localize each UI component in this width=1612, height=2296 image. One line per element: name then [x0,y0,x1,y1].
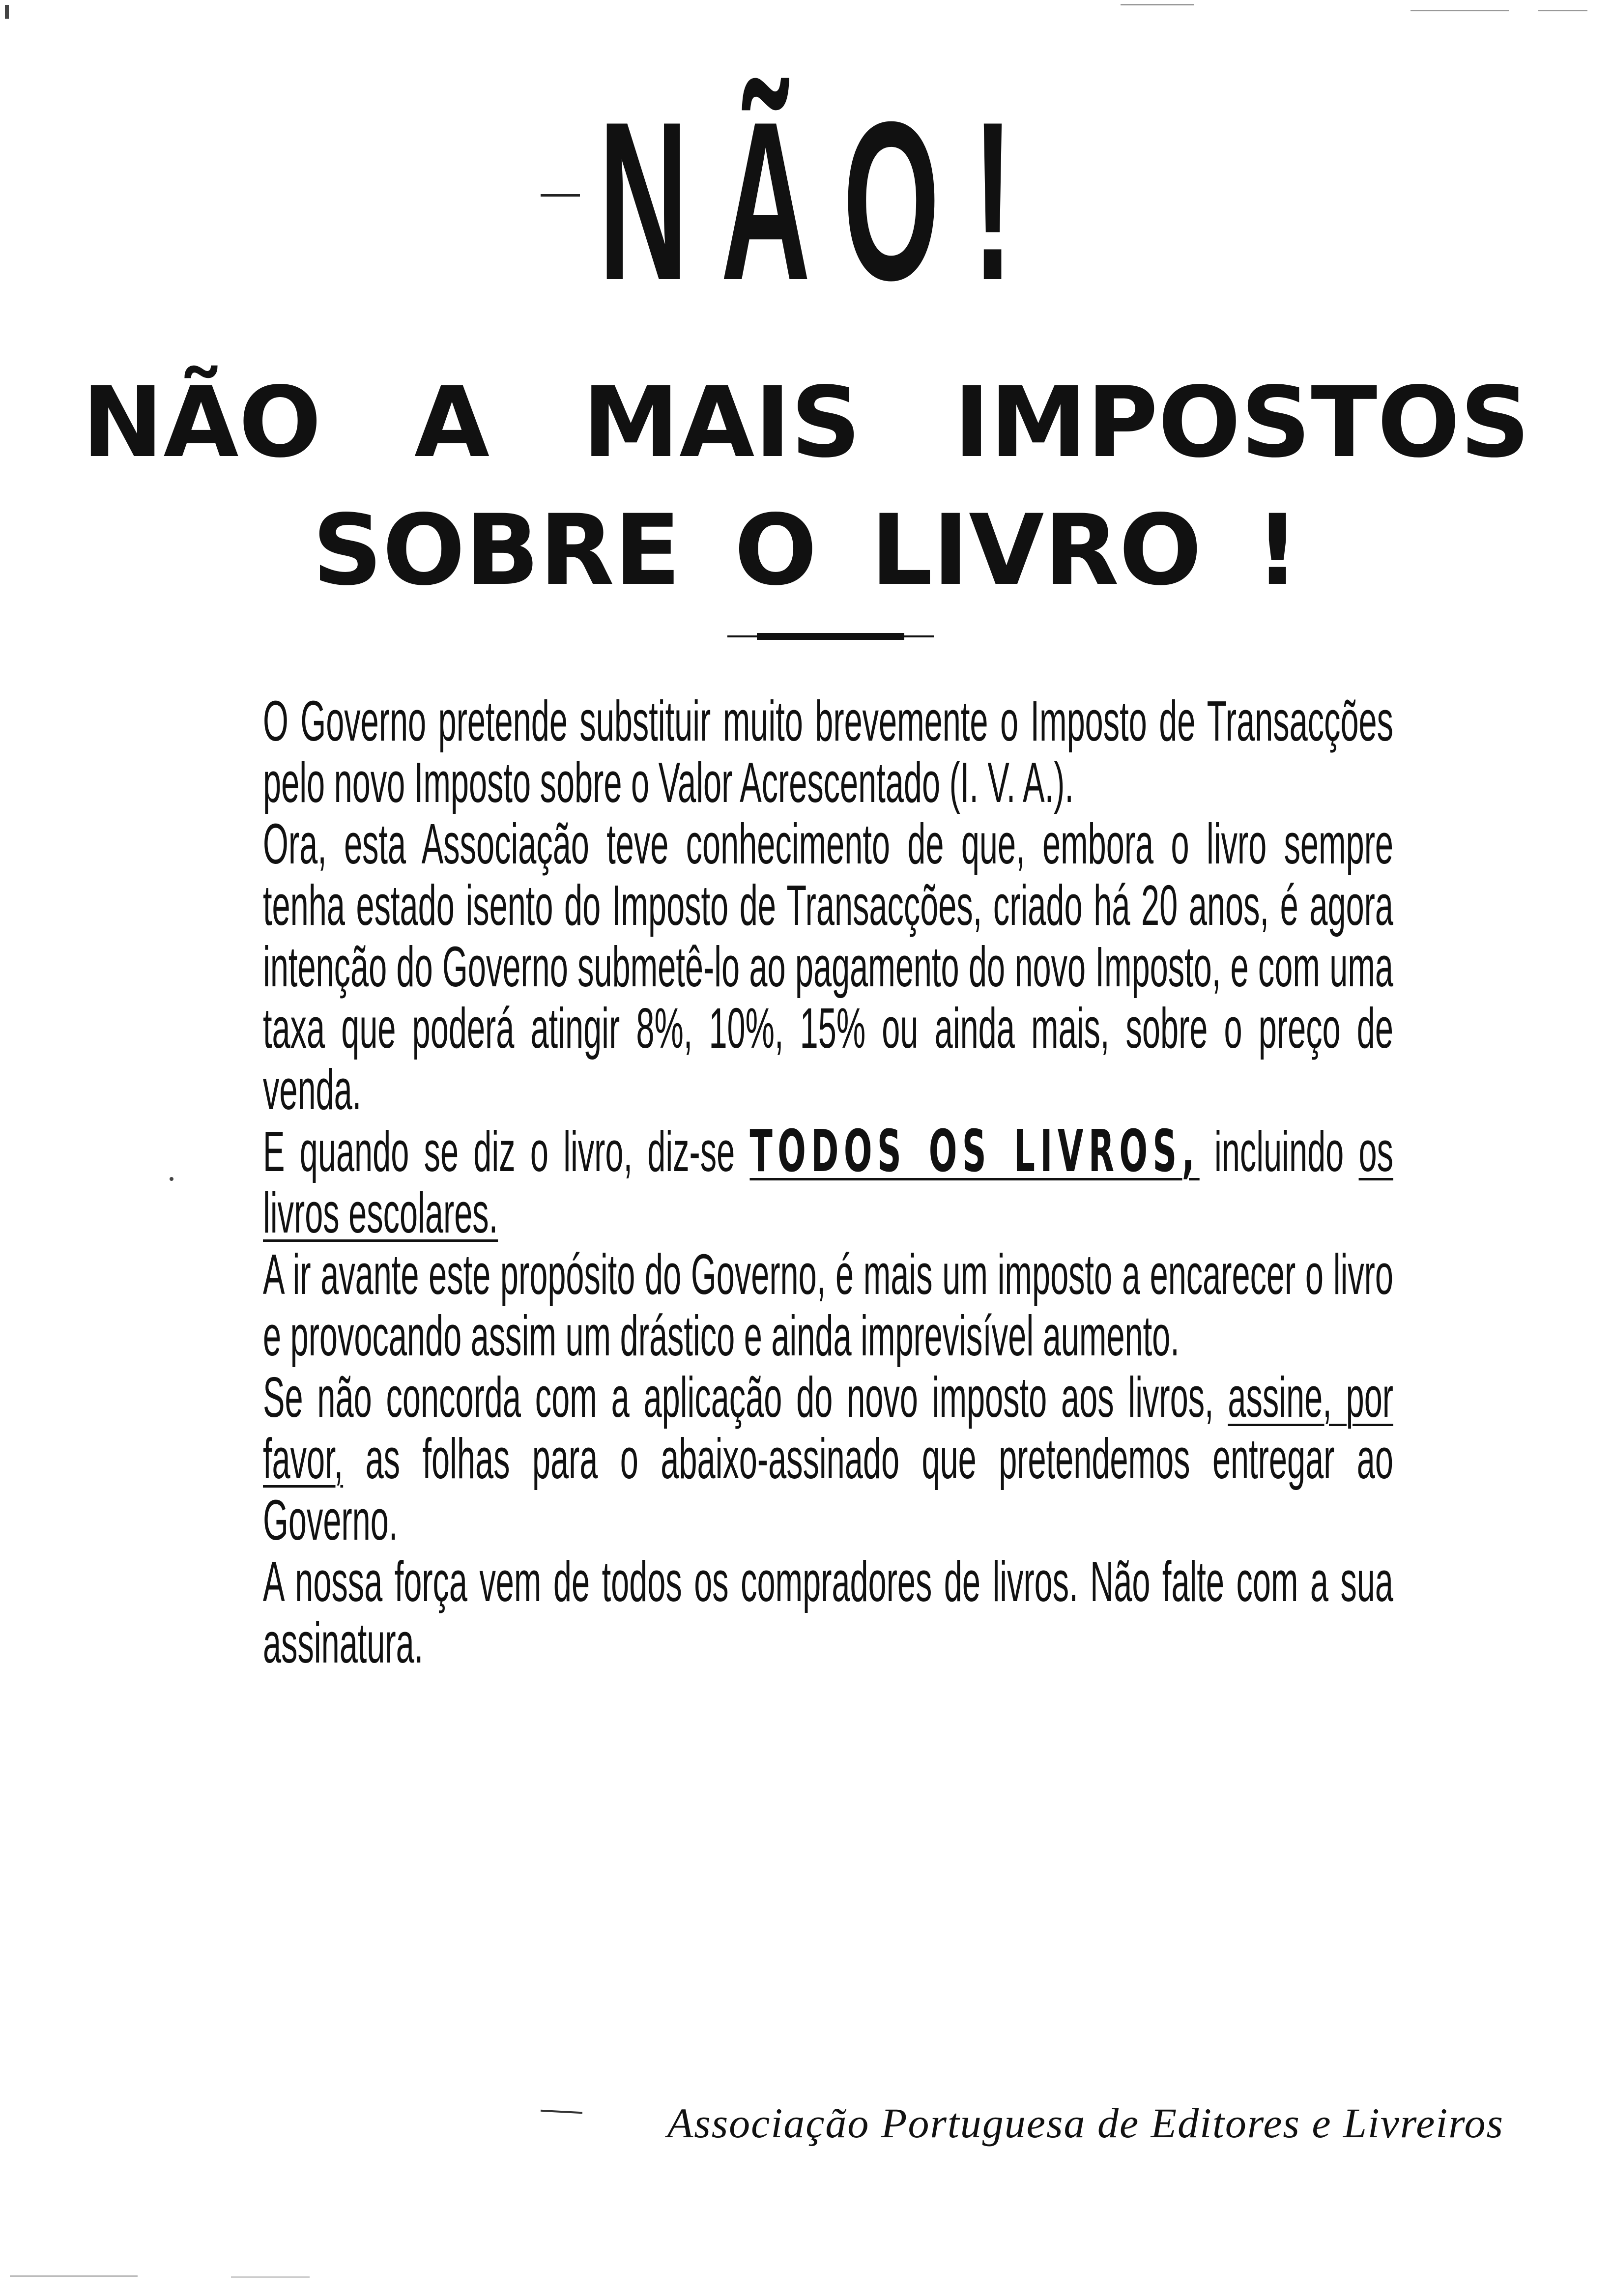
paragraph-3-middle: incluindo [1214,1119,1344,1183]
scan-mark [1538,10,1587,11]
scan-mark [1121,4,1194,5]
subtitle-line-1: NÃO A MAIS IMPOSTOS [82,366,1530,479]
scan-mark [10,2275,138,2277]
paragraph-3 [263,1117,1393,1245]
paragraph-6: A nossa força vem de todos os compradores de livros. Não falte com a sua assinatura. [263,1550,1393,1675]
school-books-underlined: os livros escolares. [263,1119,1393,1245]
scan-mark [170,1177,173,1181]
paragraph-5 [263,1367,1393,1551]
scan-mark [231,2276,310,2278]
signature-dash [541,2110,582,2114]
scan-mark [1410,10,1509,11]
divider-thick-bar [757,633,904,640]
subtitle-line-2: SOBRE O LIVRO ! [312,493,1300,607]
paragraph-3-start: E quando se diz o livro, diz-se [263,1119,735,1183]
paragraph-5-start: Se não concorda com a aplicação do novo imposto aos livros, [263,1365,1214,1429]
headline: NÃO! [598,75,1046,327]
paragraph-1: O Governo pretende substituir muito brevemente o Imposto de Transacções pelo novo Imposto sobre o Valor Acrescentado (I. V. A.). [263,689,1393,814]
divider [727,633,934,640]
paragraph-2: Ora, esta Associação teve conhecimento de que, embora o livro sempre tenha estado isento do Imposto de Transacções, criado há 20 anos, é agora intenção do Governo submetê-lo ao pagamento do novo Imposto, e com uma taxa que poderá atingir 8%, 10%, 15% ou ainda mais, sobre o preço de venda. [263,812,1393,1121]
signature: Associação Portuguesa de Editores e Livreiros [667,2099,1504,2147]
body-text [263,690,1393,1674]
paragraph-5-end: as folhas para o abaixo-assinado que pretendemos entregar ao Governo. [263,1427,1393,1552]
paragraph-4: A ir avante este propósito do Governo, é mais um imposto a encarecer o livro e provocando assim um drástico e ainda imprevisível aumento. [263,1242,1393,1368]
all-books-emphasis: TODOS OS LIVROS, [749,1117,1200,1185]
scan-mark [5,5,9,19]
please-sign-underlined: assine, por favor, [263,1365,1393,1491]
